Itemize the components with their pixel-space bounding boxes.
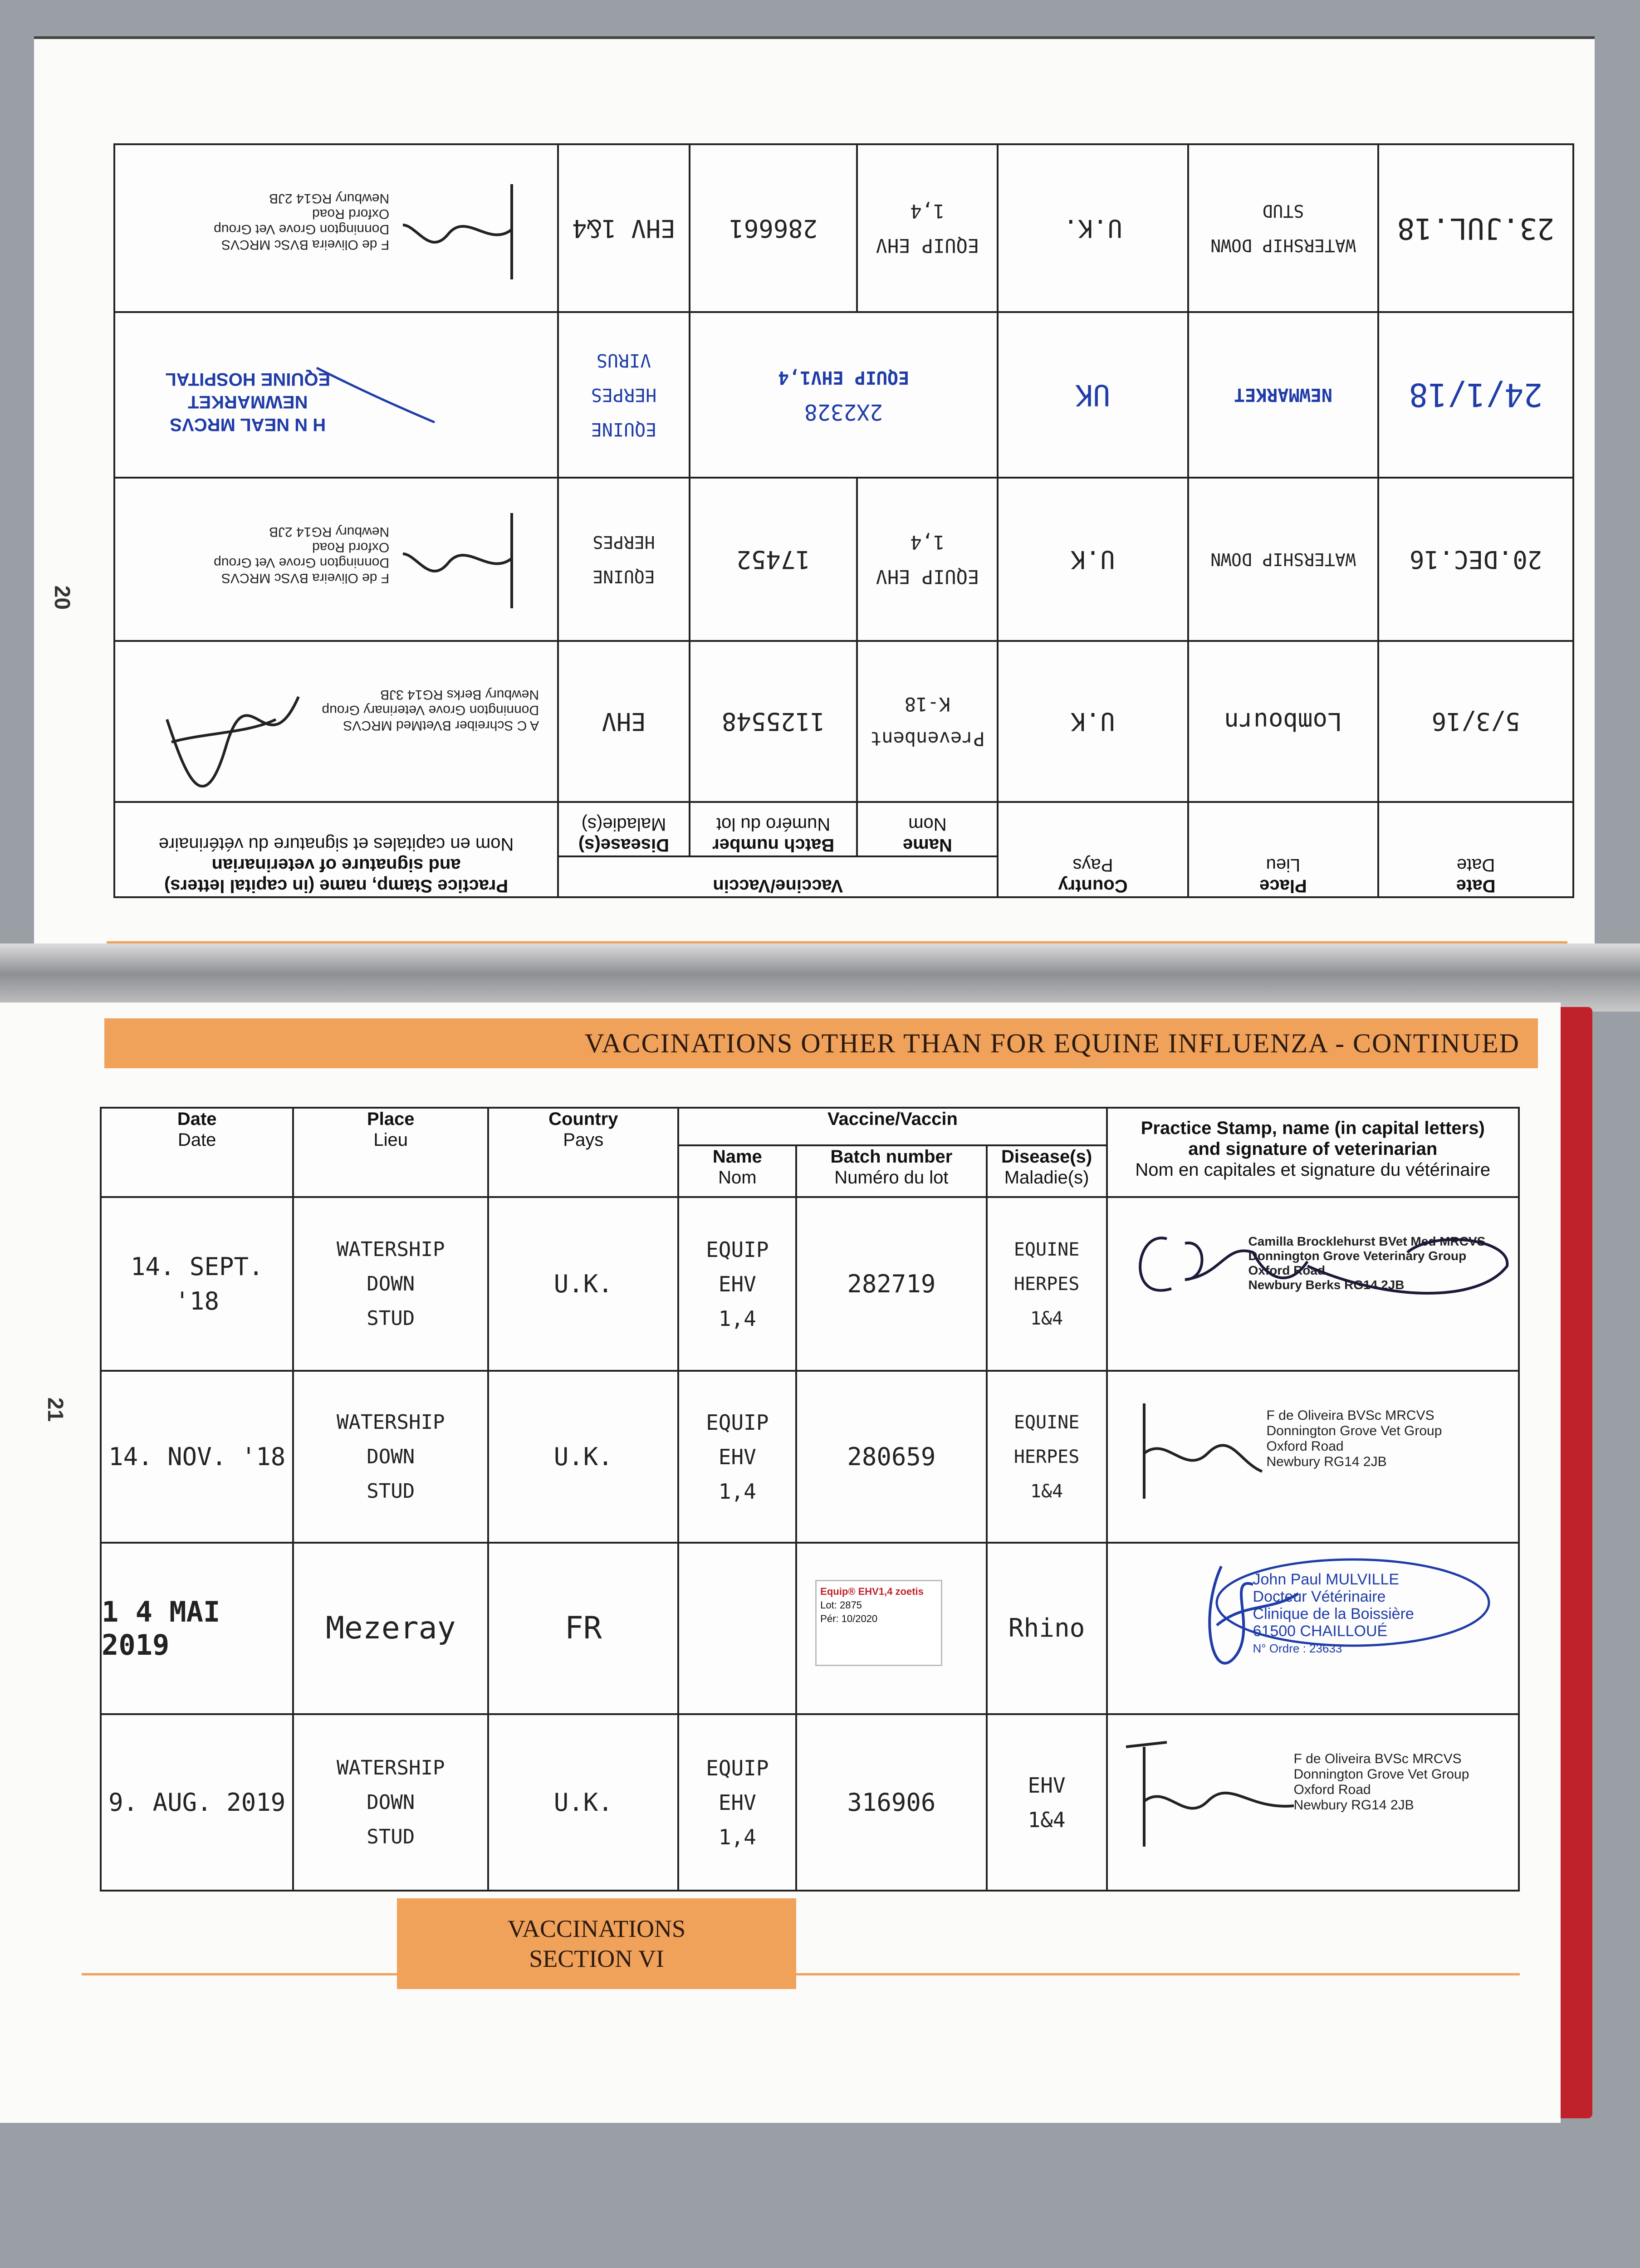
row-date: 24/1/18	[1409, 376, 1543, 414]
row-place: Mezeray	[325, 1610, 456, 1647]
header-country: Country Pays	[998, 802, 1188, 897]
row-place: NEWMARKET	[1234, 384, 1332, 406]
header-vaccine: Vaccine/Vaccin	[678, 1108, 1106, 1145]
row-disease: Rhino	[1008, 1613, 1085, 1643]
row-country: U.K	[1071, 707, 1115, 736]
row-vaccine-name: EQUIP EHV 1,4	[706, 1755, 769, 1849]
row-vaccine-name: Prevenbent K-18	[870, 693, 985, 750]
row-country: U.K.	[553, 1269, 613, 1298]
signature-image	[1117, 1729, 1298, 1860]
table-row	[114, 312, 1573, 478]
row-vaccine-name: EQUIP EHV 1,4	[706, 1237, 769, 1331]
row-vaccine-name	[678, 1543, 796, 1714]
row-place: WATERSHIP DOWN	[1210, 549, 1356, 569]
row-disease: EQUINE HERPES	[592, 532, 655, 587]
row-batch: 282719	[847, 1269, 936, 1298]
table-row	[114, 641, 1573, 802]
row-date: 9. AUG. 2019	[108, 1788, 286, 1817]
row-batch	[796, 1543, 986, 1714]
banner-page-21: VACCINATIONS OTHER THAN FOR EQUINE INFLUENZA - CONTINUED	[104, 1018, 1538, 1068]
header-disease: Disease(s) Maladie(s)	[987, 1145, 1107, 1197]
signature-image	[394, 504, 530, 622]
row-stamp: Camilla Brocklehurst BVet Med MRCVS Donnington Grove Veterinary Group Oxford Road Newbury Berks RG14 2JB	[1107, 1197, 1519, 1371]
header-disease: Disease(s) Maladie(s)	[558, 802, 690, 856]
table-row	[101, 1197, 1519, 1371]
row-disease: EQUINE HERPES 1&4	[1013, 1239, 1080, 1329]
header-vaccine: Vaccine/Vaccin	[558, 856, 998, 897]
row-disease: EHV 1&4	[572, 214, 676, 243]
signature-image	[1108, 1548, 1516, 1698]
header-place: Place Lieu	[1188, 802, 1379, 897]
row-country: U.K.	[553, 1442, 613, 1471]
row-stamp: John Paul MULVILLE Docteur Vétérinaire Clinique de la Boissière 61500 CHAILLOUÉ N° Ordre : 23633	[1107, 1543, 1519, 1714]
row-place: WATERSHIP DOWN STUD	[1210, 201, 1356, 255]
table-row	[101, 1543, 1519, 1714]
header-stamp: Practice Stamp, name (in capital letters) and signature of veterinarian Nom en capitales et signature du vétérinaire	[114, 802, 558, 897]
row-batch: 17452	[736, 545, 810, 574]
row-batch: 286661	[729, 214, 818, 243]
signature-image	[394, 175, 530, 293]
header-place: Place Lieu	[293, 1108, 488, 1197]
table-row	[101, 1371, 1519, 1542]
table-row	[114, 478, 1573, 641]
header-batch: Batch number Numéro du lot	[690, 802, 857, 856]
signature-image	[158, 670, 303, 787]
row-disease: EQUINE HERPES 1&4	[1013, 1412, 1080, 1502]
row-stamp: F de Oliveira BVSc MRCVS Donnington Grove Vet Group Oxford Road Newbury RG14 2JB	[1107, 1714, 1519, 1891]
book-crease	[0, 943, 1640, 1012]
row-place: WATERSHIP DOWN STUD	[337, 1756, 445, 1848]
row-stamp: F de Oliveira BVSc MRCVS Donnington Grove Vet Group Oxford Road Newbury RG14 2JB	[114, 478, 558, 641]
header-name: Name Nom	[678, 1145, 796, 1197]
page-20-rotated-content	[104, 145, 1574, 898]
signature-image	[1117, 1212, 1516, 1320]
page-number-21: 21	[43, 1397, 68, 1422]
header-batch: Batch number Numéro du lot	[796, 1145, 986, 1197]
row-stamp: F de Oliveira BVSc MRCVS Donnington Grove Vet Group Oxford Road Newbury RG14 2JB	[114, 144, 558, 312]
table-row	[114, 144, 1573, 312]
orange-rule	[82, 1973, 1520, 1975]
book-cover-edge	[1561, 1007, 1592, 2118]
row-country: U.K	[1071, 545, 1115, 574]
header-stamp: Practice Stamp, name (in capital letters) and signature of veterinarian Nom en capitales et signature du vétérinaire	[1107, 1108, 1519, 1197]
row-batch: 1125548	[721, 707, 825, 736]
row-country: U.K.	[1063, 214, 1123, 243]
row-place: WATERSHIP DOWN STUD	[337, 1410, 445, 1503]
row-date: 23.JUL.18	[1397, 211, 1555, 245]
row-country: FR	[564, 1610, 602, 1647]
vaccination-table-page-20	[113, 143, 1574, 898]
section-label: VACCINATIONS SECTION VI	[397, 1898, 796, 1989]
row-batch: 280659	[847, 1442, 936, 1471]
row-stamp: A C Schreiber BVetMed MRCVS Donnington Grove Veterinary Group Newbury Berks RG14 3JB	[114, 641, 558, 802]
header-date: Date Date	[1378, 802, 1573, 897]
vaccination-table-page-21	[100, 1107, 1520, 1892]
row-vaccine-name: EQUIP EHV 1,4	[706, 1410, 769, 1504]
header-country: Country Pays	[488, 1108, 678, 1197]
row-date: 20.DEC.16	[1409, 545, 1542, 574]
row-date: 5/3/16	[1431, 707, 1520, 736]
header-name: Name Nom	[857, 802, 998, 856]
page-number-20: 20	[50, 585, 74, 610]
row-stamp: H N NEAL MRCVS NEWMARKET EQUINE HOSPITAL	[114, 312, 558, 478]
row-disease: EHV 1&4	[1028, 1773, 1066, 1832]
signature-image	[308, 359, 444, 450]
row-date: 14. NOV. '18	[108, 1442, 286, 1471]
row-vaccine-name-batch: 2X2328 EQUIP EHV1,4	[778, 367, 910, 425]
row-country: U.K.	[553, 1788, 613, 1817]
signature-image	[1117, 1385, 1271, 1512]
row-disease: EQUINE HERPES VIRUS	[591, 350, 657, 440]
row-date: 14. SEPT. '18	[130, 1252, 264, 1315]
row-batch: 316906	[847, 1788, 936, 1817]
row-place: Lombourn	[1224, 707, 1342, 736]
row-place: WATERSHIP DOWN STUD	[337, 1237, 445, 1330]
vaccine-batch-sticker: Equip® EHV1,4 zoetis Lot: 2875 Pér: 10/2020	[815, 1580, 942, 1666]
row-date: 1 4 MAI 2019	[102, 1595, 220, 1662]
row-country: UK	[1075, 378, 1111, 412]
header-date: Date Date	[101, 1108, 293, 1197]
row-disease: EHV	[602, 707, 646, 736]
row-stamp: F de Oliveira BVSc MRCVS Donnington Grove Vet Group Oxford Road Newbury RG14 2JB	[1107, 1371, 1519, 1542]
row-vaccine-name: EQUIP EHV 1,4	[876, 531, 979, 588]
table-row	[101, 1714, 1519, 1891]
row-vaccine-name: EQUIP EHV 1,4	[876, 200, 979, 257]
